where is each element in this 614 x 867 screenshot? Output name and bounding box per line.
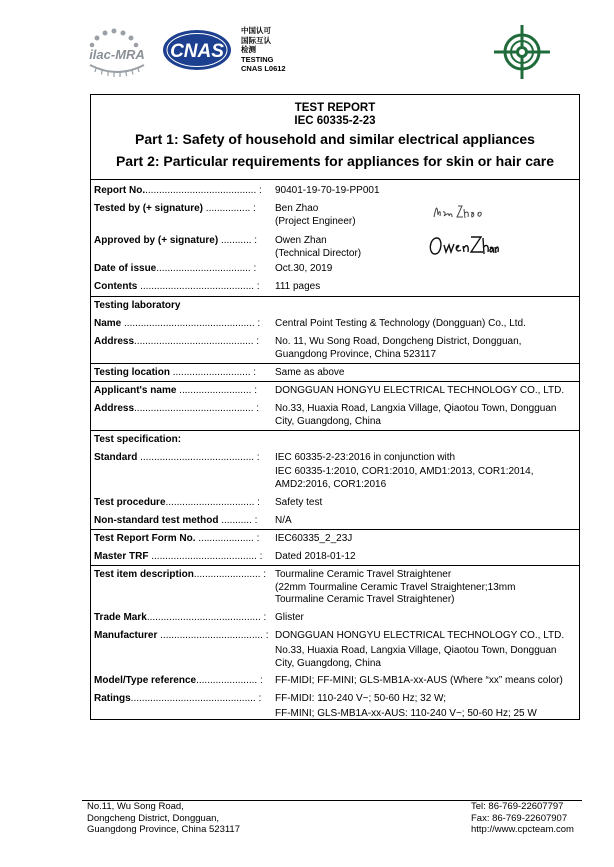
field-label: Ratings (94, 693, 131, 704)
field-label: Test item description (94, 569, 194, 580)
field-dots: .......................... : (176, 385, 257, 396)
field-dots: ............................ : (169, 367, 257, 378)
testing-location: Same as above (275, 367, 345, 378)
field-dots: ........... : (218, 235, 258, 246)
field-dots: ........................................... : (134, 336, 260, 347)
cert-line: CNAS L0612 (241, 64, 286, 73)
approver-signature (427, 232, 499, 260)
manufacturer-line: City, Guangdong, China (275, 657, 381, 669)
field-dots: ............................................... : (121, 318, 261, 329)
field-label: Applicant's name (94, 385, 177, 396)
field-label: Address (94, 403, 135, 414)
ilac-mra-logo (82, 23, 152, 85)
page-count: 111 pages (275, 281, 321, 292)
report-number: 90401-19-70-19-PP001 (275, 185, 380, 196)
report-part-1: Part 1: Safety of household and similar electrical appliances (135, 131, 535, 147)
field-label: Trade Mark (94, 612, 147, 623)
tester-name: Ben Zhao (275, 203, 319, 214)
field-label: Date of issue (94, 263, 157, 274)
test-item-line: Tourmaline Ceramic Travel Straightener) (275, 594, 455, 605)
applicant-name: DONGGUAN HONGYU ELECTRICAL TECHNOLOGY CO., LTD. (275, 385, 565, 396)
field-label: Manufacturer (94, 630, 158, 641)
field-dots: ......................................... : (137, 452, 260, 463)
standard-line: IEC 60335-1:2010, COR1:2010, AMD1:2013, COR1:2014, (275, 466, 534, 477)
cpt-logo (493, 24, 551, 80)
lab-address-line: Guangdong Province, China 523117 (275, 348, 437, 360)
footer-contact (471, 801, 574, 836)
field-dots: ......................................... : (146, 612, 267, 623)
standard-line: AMD2:2016, COR1:2016 (275, 479, 387, 490)
cert-line: 国际互认 (241, 35, 271, 45)
ilac-text: ilac-MRA (89, 47, 145, 62)
standard-line: IEC 60335-2-23:2016 in conjunction with (275, 452, 456, 463)
field-label: Address (94, 336, 135, 347)
field-dots: ................ : (203, 203, 256, 214)
divider (91, 381, 579, 382)
applicant-address-line: No.33, Huaxia Road, Langxia Village, Qiaotou Town, Dongguan (275, 403, 557, 414)
field-label: Tested by (+ signature) (94, 203, 204, 214)
footer-fax: Fax: 86-769-22607907 (471, 812, 568, 824)
field-dots: ........................................ : (145, 185, 262, 196)
footer-phone: Tel: 86-769-22607797 (471, 801, 564, 812)
field-label: Report No. (94, 185, 146, 196)
applicant-address-line: City, Guangdong, China (275, 415, 381, 427)
field-label: Contents (94, 281, 138, 292)
manufacturer-line: DONGGUAN HONGYU ELECTRICAL TECHNOLOGY CO., LTD. (275, 630, 565, 641)
non-standard-method: N/A (275, 515, 292, 526)
field-label: Master TRF (94, 551, 149, 562)
divider (91, 565, 579, 566)
lab-address-line: No. 11, Wu Song Road, Dongcheng District, Dongguan, (275, 336, 522, 347)
model-reference: FF-MIDI; FF-MINI; GLS-MB1A-xx-AUS (Where “xx” means color) (275, 675, 563, 686)
test-item-line: Tourmaline Ceramic Travel Straightener (275, 569, 452, 580)
field-label: Test procedure (94, 497, 166, 508)
section-heading: Testing laboratory (94, 300, 181, 311)
cnas-logo (162, 28, 232, 73)
test-procedure: Safety test (275, 497, 323, 508)
trf-number: IEC60335_2_23J (275, 533, 353, 544)
field-dots: .................................. : (156, 263, 257, 274)
issue-date: Oct.30, 2019 (275, 263, 333, 274)
report-frame (90, 94, 580, 720)
report-standard: IEC 60335-2-23 (294, 115, 376, 127)
field-label: Approved by (+ signature) (94, 235, 219, 246)
cnas-text: CNAS (170, 41, 224, 62)
master-trf-date: Dated 2018-01-12 (275, 551, 356, 562)
field-label: Non-standard test method (94, 515, 219, 526)
field-dots: ........... : (218, 515, 258, 526)
field-dots: ........................ : (193, 569, 267, 580)
field-dots: ...................... : (196, 675, 263, 686)
field-dots: ................................ : (165, 497, 260, 508)
approver-title: (Technical Director) (275, 247, 362, 259)
divider (91, 430, 579, 431)
tester-signature (431, 201, 493, 223)
cnas-certification-text (241, 26, 286, 74)
field-label: Testing location (94, 367, 170, 378)
field-label: Test Report Form No. (94, 533, 196, 544)
ratings-line: FF-MIDI: 110-240 V~; 50-60 Hz; 32 W; (275, 693, 447, 704)
field-dots: ...................................... : (148, 551, 263, 562)
report-part-2: Part 2: Particular requirements for appliances for skin or hair care (115, 153, 555, 169)
footer-website-link[interactable]: http://www.cpcteam.com (471, 824, 574, 835)
footer-line: Dongcheng District, Dongguan, (87, 812, 220, 824)
divider (91, 296, 579, 297)
field-dots: ..................................... : (157, 630, 269, 641)
trade-mark: Glister (275, 612, 304, 623)
header-logos (0, 0, 614, 90)
approver-name: Owen Zhan (275, 235, 327, 246)
cert-line: 检测 (241, 45, 256, 54)
divider (91, 179, 579, 180)
footer-address (87, 801, 240, 836)
section-heading: Test specification: (94, 434, 182, 445)
ratings-line: FF-MINI; GLS-MB1A-xx-AUS: 110-240 V~; 50-60 Hz; 25 W (275, 708, 537, 719)
tester-title: (Project Engineer) (275, 215, 356, 227)
field-dots: ........................................... : (134, 403, 260, 414)
test-item-line: (22mm Tourmaline Ceramic Travel Straightener;13mm (275, 581, 516, 593)
field-dots: ......................................... : (137, 281, 260, 292)
field-dots: .................... : (195, 533, 260, 544)
manufacturer-line: No.33, Huaxia Road, Langxia Village, Qiaotou Town, Dongguan (275, 645, 557, 656)
field-label: Model/Type reference (94, 675, 197, 686)
divider (91, 363, 579, 364)
field-label: Standard (94, 452, 138, 463)
footer-line: Guangdong Province, China 523117 (87, 824, 240, 835)
cert-line: TESTING (241, 54, 274, 64)
field-dots: ............................................. : (130, 693, 262, 704)
field-label: Name (94, 318, 122, 329)
divider (91, 529, 579, 530)
lab-name: Central Point Testing & Technology (Dongguan) Co., Ltd. (275, 318, 526, 329)
cert-line: 中国认可 (241, 26, 271, 35)
report-title: TEST REPORT (294, 102, 376, 114)
footer-line: No.11, Wu Song Road, (87, 801, 184, 812)
